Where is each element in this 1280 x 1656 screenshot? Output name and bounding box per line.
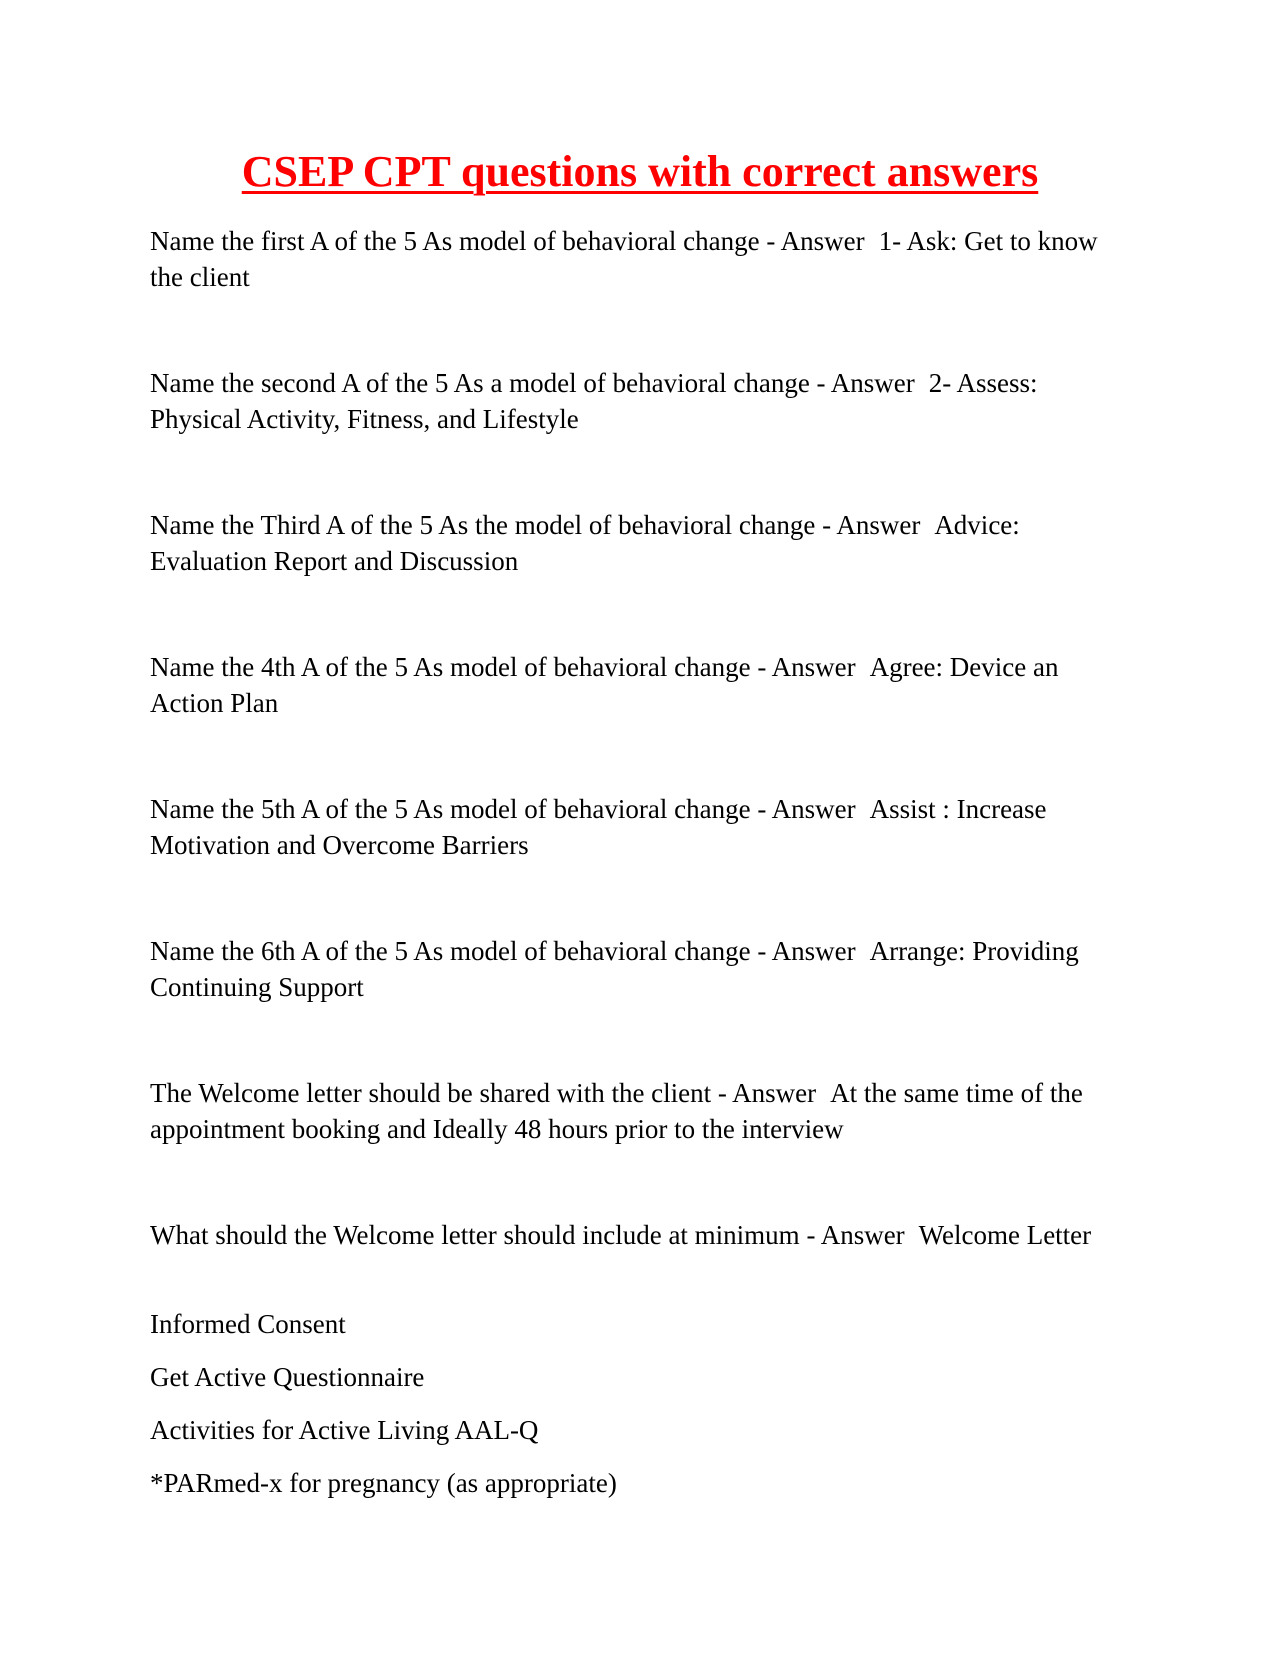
- answer-text: 2- Assess: Physical Activity, Fitness, and Lifestyle: [150, 368, 1038, 434]
- answer-text: Arrange: Providing Continuing Support: [150, 936, 1079, 1002]
- answer-text: At the same time of the appointment booking and Ideally 48 hours prior to the interview: [150, 1078, 1083, 1144]
- question-text: Name the 5th A of the 5 As model of behavioral change - Answer: [150, 794, 856, 824]
- answer-list-item: *PARmed-x for pregnancy (as appropriate): [150, 1468, 617, 1498]
- qa-entry-6: [150, 933, 1132, 1005]
- question-text: Name the Third A of the 5 As the model of behavioral change - Answer: [150, 510, 921, 540]
- qa-entry-5: [150, 791, 1132, 863]
- qa-entry-3: [150, 507, 1132, 579]
- question-text: Name the second A of the 5 As a model of behavioral change - Answer: [150, 368, 915, 398]
- answer-text: 1- Ask: Get to know the client: [150, 226, 1098, 292]
- question-text: Name the 4th A of the 5 As model of behavioral change - Answer: [150, 652, 856, 682]
- question-text: Name the first A of the 5 As model of behavioral change - Answer: [150, 226, 865, 256]
- answer-text: Assist : Increase Motivation and Overcome Barriers: [150, 794, 1047, 860]
- qa-entry-8: [150, 1217, 1132, 1253]
- answer-list-item: Activities for Active Living AAL-Q: [150, 1415, 539, 1445]
- answer-text: Welcome Letter: [918, 1220, 1092, 1250]
- question-text: What should the Welcome letter should include at minimum - Answer: [150, 1220, 905, 1250]
- page-title: CSEP CPT questions with correct answers: [241, 147, 1039, 196]
- answer-list-item: Informed Consent: [150, 1309, 346, 1339]
- qa-entry-7: [150, 1075, 1132, 1147]
- answer-text: Agree: Device an Action Plan: [150, 652, 1059, 718]
- qa-entry-1: [150, 223, 1132, 295]
- question-text: Name the 6th A of the 5 As model of behavioral change - Answer: [150, 936, 856, 966]
- answer-text: Advice: Evaluation Report and Discussion: [150, 510, 1020, 576]
- question-text: The Welcome letter should be shared with the client - Answer: [150, 1078, 817, 1108]
- qa-entry-2: [150, 365, 1132, 437]
- answer-list-item: Get Active Questionnaire: [150, 1362, 425, 1392]
- qa-entry-4: [150, 649, 1132, 721]
